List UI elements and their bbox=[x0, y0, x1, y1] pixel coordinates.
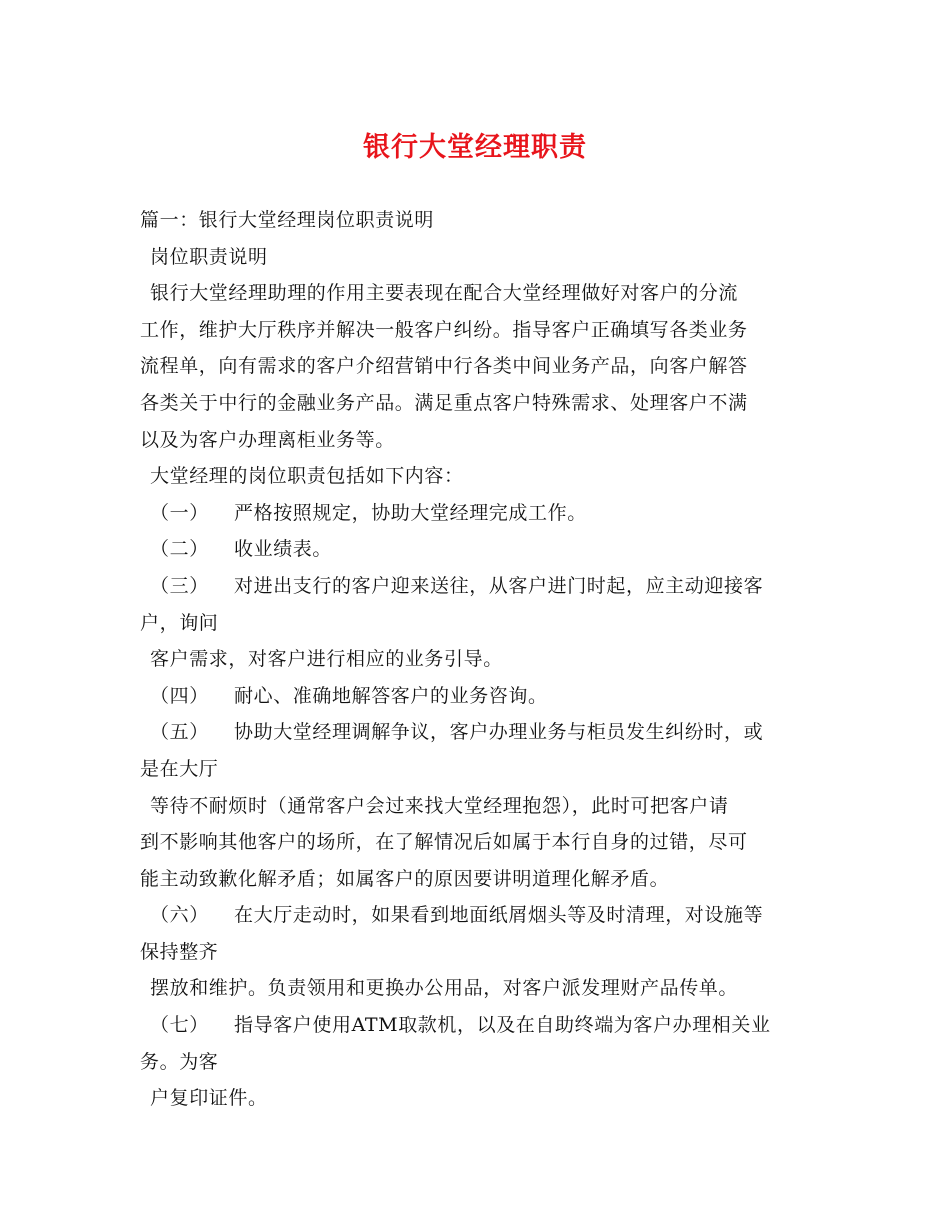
document-body bbox=[140, 202, 820, 1117]
line-text: 协助大堂经理调解争议，客户办理业务与柜员发生纠纷时，或 bbox=[234, 721, 764, 744]
line-text: 保持整齐 bbox=[140, 940, 219, 963]
paragraph-line bbox=[140, 422, 820, 459]
line-text: 严格按照规定，协助大堂经理完成工作。 bbox=[234, 501, 587, 524]
line-text: 户，询问 bbox=[140, 611, 219, 634]
item-number-label: （五） bbox=[150, 721, 209, 744]
paragraph-line bbox=[140, 348, 820, 385]
paragraph-line bbox=[140, 861, 820, 898]
line-text: 以及为客户办理离柜业务等。 bbox=[140, 428, 395, 451]
paragraph-line bbox=[140, 1044, 820, 1081]
line-text: 摆放和维护。负责领用和更换办公用品，对客户派发理财产品传单。 bbox=[150, 977, 739, 1000]
paragraph-line bbox=[140, 312, 820, 349]
line-text: 户复印证件。 bbox=[150, 1087, 268, 1110]
line-text: 对进出支行的客户迎来送往，从客户进门时起，应主动迎接客 bbox=[234, 574, 764, 597]
paragraph-line bbox=[140, 458, 820, 495]
numbered-paragraph-line bbox=[140, 531, 820, 568]
line-text: 在大厅走动时，如果看到地面纸屑烟头等及时清理，对设施等 bbox=[234, 904, 764, 927]
paragraph-line bbox=[140, 641, 820, 678]
item-number-label: （七） bbox=[150, 1014, 209, 1037]
item-number-label: （四） bbox=[150, 684, 209, 707]
paragraph-line bbox=[140, 751, 820, 788]
item-number-label: （一） bbox=[150, 501, 209, 524]
line-text: 篇一：银行大堂经理岗位职责说明 bbox=[140, 209, 435, 231]
paragraph-line bbox=[140, 788, 820, 825]
paragraph-line bbox=[140, 934, 820, 971]
paragraph-line bbox=[140, 239, 820, 276]
paragraph-line bbox=[140, 970, 820, 1007]
document-title: 银行大堂经理职责 bbox=[363, 132, 587, 163]
numbered-paragraph-line bbox=[140, 678, 820, 715]
line-text: 工作，维护大厅秩序并解决一般客户纠纷。指导客户正确填写各类业务 bbox=[140, 318, 748, 341]
line-text: 银行大堂经理助理的作用主要表现在配合大堂经理做好对客户的分流 bbox=[150, 282, 739, 305]
paragraph-line bbox=[140, 1080, 820, 1117]
paragraph-line bbox=[140, 605, 820, 642]
numbered-paragraph-line bbox=[140, 897, 820, 934]
item-number-label: （三） bbox=[150, 574, 209, 597]
paragraph-line bbox=[140, 385, 820, 422]
line-text: 客户需求，对客户进行相应的业务引导。 bbox=[150, 648, 503, 671]
numbered-paragraph-line bbox=[140, 568, 820, 605]
line-text: 务。为客 bbox=[140, 1050, 219, 1073]
line-text: 能主动致歉化解矛盾；如属客户的原因要讲明道理化解矛盾。 bbox=[140, 867, 670, 890]
paragraph-line bbox=[140, 202, 820, 239]
paragraph-line bbox=[140, 824, 820, 861]
line-text: 等待不耐烦时（通常客户会过来找大堂经理抱怨），此时可把客户请 bbox=[150, 794, 729, 817]
line-text: 大堂经理的岗位职责包括如下内容： bbox=[150, 465, 464, 488]
line-text: 指导客户使用ATM取款机，以及在自助终端为客户办理相关业 bbox=[234, 1014, 771, 1037]
paragraph-line bbox=[140, 275, 820, 312]
line-text: 各类关于中行的金融业务产品。满足重点客户特殊需求、处理客户不满 bbox=[140, 391, 748, 414]
line-text: 是在大厅 bbox=[140, 757, 219, 780]
line-text: 岗位职责说明 bbox=[150, 245, 268, 268]
line-text: 收业绩表。 bbox=[234, 538, 333, 561]
item-number-label: （二） bbox=[150, 538, 209, 561]
numbered-paragraph-line bbox=[140, 1007, 820, 1044]
line-text: 流程单，向有需求的客户介绍营销中行各类中间业务产品，向客户解答 bbox=[140, 355, 748, 378]
numbered-paragraph-line bbox=[140, 714, 820, 751]
line-text: 耐心、准确地解答客户的业务咨询。 bbox=[234, 684, 548, 707]
numbered-paragraph-line bbox=[140, 495, 820, 532]
item-number-label: （六） bbox=[150, 904, 209, 927]
line-text: 到不影响其他客户的场所，在了解情况后如属于本行自身的过错，尽可 bbox=[140, 831, 748, 854]
